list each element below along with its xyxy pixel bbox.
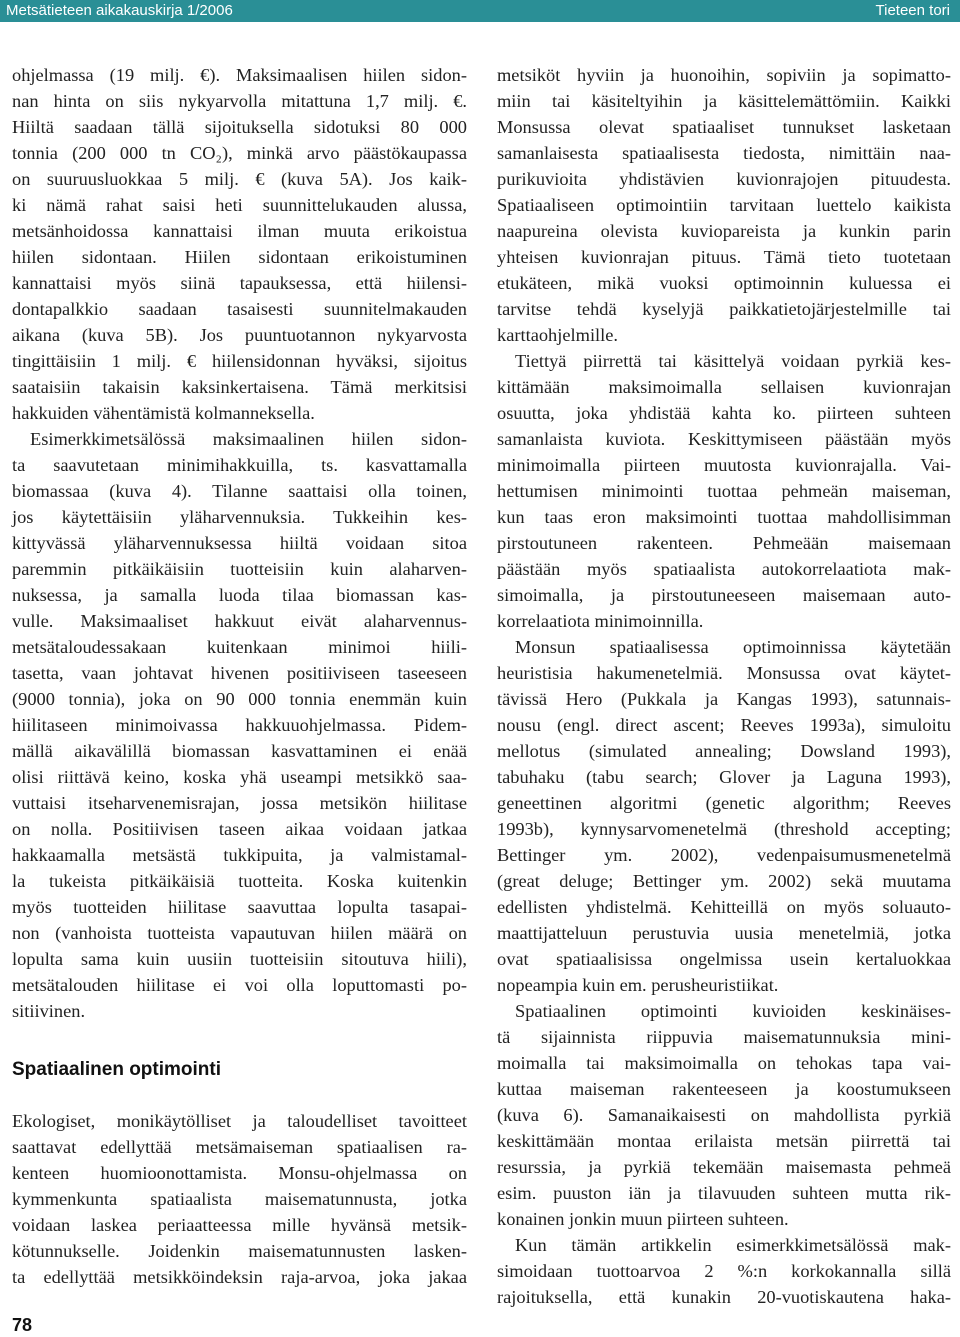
text-line: kun taas eron maksimointi tuottaa mahdollisimman xyxy=(497,507,951,527)
text-line: mällä aikavälillä biomassan kasvattaminen ei enää xyxy=(12,741,467,761)
text-line: nousu (engl. direct ascent; Reeves 1993a), simuloitu xyxy=(497,715,951,735)
text-line: ovat spatiaalisissa ongelmissa usein kertaluokkaa xyxy=(497,949,951,969)
text-line: Monsun spatiaalisessa optimoinnissa käytetään xyxy=(515,637,951,657)
text-line: Kun tämän artikkelin esimerkkimetsälössä mak- xyxy=(515,1235,951,1255)
text-line: on suuruusluokkaa 5 milj. € (kuva 5A). Jos kaik- xyxy=(12,169,467,189)
text-line: paremmin pitkäikäisiin tuotteisiin kuin alaharven- xyxy=(12,559,467,579)
text-line: metsänhoidossa kannattaisi ilman muuta erikoistua xyxy=(12,221,467,241)
text-line: metsätaloudessakaan kuitenkaan minimoi hiili- xyxy=(12,637,467,657)
text-line: vulle. Maksimaaliset hakkuut eivät alaharvennus- xyxy=(12,611,467,631)
text-line: minimoimalla piirteen muutosta kuvionrajalla. Vai- xyxy=(497,455,951,475)
text-line: Spatiaaliseen optimointiin tarvitaan luettelo kaikista xyxy=(497,195,951,215)
text-line: kittyvässä yläharvennuksessa hiiltä voidaan sitoa xyxy=(12,533,467,553)
text-line: dontapalkkio saadaan tasaisesti suunnitelmakauden xyxy=(12,299,467,319)
text-line: miin tai käsiteltyihin ja käsittelemättömiin. Kaikki xyxy=(497,91,951,111)
text-line: Monsussa olevat spatiaaliset tunnukset lasketaan xyxy=(497,117,951,137)
text-line: tonnia (200 000 tn CO₂), minkä arvo päästökaupassa xyxy=(12,143,467,163)
text-line: konainen jonkin muun piirteen suhteen. xyxy=(497,1209,789,1229)
text-line: voidaan laskea periaatteessa mille hyvänsä metsik- xyxy=(12,1215,467,1235)
text-line: purikuvioita yhdistävien kuvionrajojen pituudesta. xyxy=(497,169,951,189)
text-line: keskittämään montaa erilaista metsän piirrettä tai xyxy=(497,1131,951,1151)
text-line: vuttaisi itseharvenemisrajan, jossa metsikön hiilitase xyxy=(12,793,467,813)
text-line: tabuhaku (tabu search; Glover ja Laguna 1993), xyxy=(497,767,951,787)
text-line: geneettinen algoritmi (genetic algorithm; Reeves xyxy=(497,793,951,813)
text-line: osuutta, joka yhdistää kahta ko. piirteen suhteen xyxy=(497,403,951,423)
text-line: ohjelmassa (19 milj. €). Maksimaalisen hiilen sidon- xyxy=(12,65,467,85)
left-column-body xyxy=(12,62,467,1024)
text-line: hiilen sidontaan. Hiilen sidontaan erikoistuminen xyxy=(12,247,467,267)
text-line: tarvitse tehdä kyselyjä paikkatietojärjestelmille tai xyxy=(497,299,951,319)
text-line: edellisten yhdistelmä. Kehitteillä on myös soluauto- xyxy=(497,897,951,917)
text-line: (great deluge; Bettinger ym. 2002) sekä muutama xyxy=(497,871,951,891)
text-line: tä sijainnista riippuvia maisematunnuksia mini- xyxy=(497,1027,951,1047)
text-line: etukäteen, mikä vuoksi optimoinnin kuluessa ei xyxy=(497,273,951,293)
text-line: metsätalouden hiilitase ei voi olla loputtomasti po- xyxy=(12,975,467,995)
text-line: hakkaamalla metsästä tukkipuita, ja valmistamal- xyxy=(12,845,467,865)
text-line: Tiettyä piirrettä tai käsittelyä voidaan pyrkiä kes- xyxy=(515,351,951,371)
text-line: kannattaisi myös siinä tapauksessa, että hiilensi- xyxy=(12,273,467,293)
text-line: aikana (kuva 5B). Jos puuntuotannon nykyarvosta xyxy=(12,325,467,345)
text-line: maattijatteluun perustuvia uusia menetelmiä, jotka xyxy=(497,923,951,943)
text-line: (9000 tonnia), joka on 90 000 tonnia enemmän kuin xyxy=(12,689,467,709)
journal-title: Metsätieteen aikakauskirja 1/2006 xyxy=(6,2,233,19)
text-line: lopulta sama kuin uusiin tuotteisiin sitoutuva hiili), xyxy=(12,949,467,969)
text-line: non (vanhoista tuotteista vapautuvan hiilen määrä on xyxy=(12,923,467,943)
text-line: Hiiltä saadaan tällä sijoituksella sidotuksi 80 000 xyxy=(12,117,467,137)
text-line: simoidaan tuottoarvoa 2 %:n korkokannalla sillä xyxy=(497,1261,951,1281)
text-line: moimalla tai maksimoimalla on tehokas tapa vai- xyxy=(497,1053,951,1073)
text-line: metsiköt hyviin ja huonoihin, sopiviin ja sopimatto- xyxy=(497,65,951,85)
text-line: hakkuiden vähentämistä kolmanneksella. xyxy=(12,403,315,423)
text-line: nan hinta on siis nykyarvolla mitattuna 1,7 milj. €. xyxy=(12,91,467,111)
text-line: biomassaa (kuva 4). Tilanne saattaisi olla toinen, xyxy=(12,481,467,501)
text-line: esim. puuston iän ja tilavuuden suhteen mutta rik- xyxy=(497,1183,951,1203)
text-line: päästään myös spatiaalista autokorrelaatiota mak- xyxy=(497,559,951,579)
text-line: hettumisen minimointi tuottaa pehmeän maiseman, xyxy=(497,481,951,501)
text-line: on nolla. Positiivisen taseen aikaa voidaan jatkaa xyxy=(12,819,467,839)
text-line: ki nämä rahat saisi heti suunnittelukauden alussa, xyxy=(12,195,467,215)
text-line: resurssia, ja pyrkiä tekemään maisemasta pehmeä xyxy=(497,1157,951,1177)
text-line: jos käytettäisiin yläharvennuksia. Tukkeihin kes- xyxy=(12,507,467,527)
text-line: Bettinger ym. 2002), vedenpaisumusmenetelmä xyxy=(497,845,951,865)
text-line: korrelaatiota minimoinnilla. xyxy=(497,611,704,631)
text-line: kymmenkunta spatiaalista maisematunnusta, jotka xyxy=(12,1189,467,1209)
page-number: 78 xyxy=(12,1315,33,1335)
running-header xyxy=(0,0,960,22)
text-line: sitiivinen. xyxy=(12,1001,86,1021)
right-column-body xyxy=(497,62,951,1310)
text-line: olisi riittävä keino, koska yhä useampi metsikkö saa- xyxy=(12,767,467,787)
text-line: hiilitaseen minimoivassa hakkuuohjelmassa. Pidem- xyxy=(12,715,467,735)
text-line: simoimalla, ja pirstoutuneeseen maisemaan auto- xyxy=(497,585,951,605)
text-line: nuksessa, ja samalla luoda tilaa biomassan kas- xyxy=(12,585,467,605)
text-line: ta edellyttää metsikköindeksin raja-arvoa, joka jakaa xyxy=(12,1267,467,1287)
text-line: samanlaisesta spatiaalisesta tiedosta, nimittäin naa- xyxy=(497,143,951,163)
text-line: saataisiin takaisin kaksinkertaisena. Tämä merkitsisi xyxy=(12,377,467,397)
text-line: pirstoutuneen rakenteen. Pehmeään maisemaan xyxy=(497,533,951,553)
text-line: mellotus (simulated annealing; Dowsland 1993), xyxy=(497,741,951,761)
text-line: kenteen huomioonottamista. Monsu-ohjelmassa on xyxy=(12,1163,467,1183)
text-line: Esimerkkimetsälössä maksimaalinen hiilen sidon- xyxy=(30,429,467,449)
section-title: Tieteen tori xyxy=(875,2,950,19)
text-line: rajoituksella, että kunakin 20-vuotiskautena haka- xyxy=(497,1287,951,1307)
text-line: (kuva 6). Samanaikaisesti on mahdollista pyrkiä xyxy=(497,1105,951,1125)
text-line: naapureina olevista kuvioparеista ja kunkin parin xyxy=(497,221,951,241)
text-line: Spatiaalinen optimointi kuvioiden keskinäises- xyxy=(515,1001,951,1021)
text-line: yhteisen kuvionrajan pituus. Tämä tieto tuotetaan xyxy=(497,247,951,267)
text-line: 1993b), kynnysarvomenetelmä (threshold accepting; xyxy=(497,819,951,839)
text-line: kuttaa maiseman rakenteeseen ja koostumukseen xyxy=(497,1079,951,1099)
left-column-section-body xyxy=(12,1108,467,1290)
text-line: ta saavutetaan minimihakkuilla, ts. kasvattamalla xyxy=(12,455,467,475)
text-line: kittämään maksimoimalla sellaisen kuvionrajan xyxy=(497,377,951,397)
text-line: kötunnukselle. Joidenkin maisematunnusten lasken- xyxy=(12,1241,467,1261)
text-line: nopeampia kuin em. perusheuristiikat. xyxy=(497,975,779,995)
text-line: heuristisia hakumenetelmiä. Monsussa ovat käytet- xyxy=(497,663,951,683)
text-line: saattavat edellyttää metsämaiseman spatiaalisen ra- xyxy=(12,1137,467,1157)
text-line: tingittäisiin 1 milj. € hiilensidonnan hyväksi, sijoitus xyxy=(12,351,467,371)
text-line: tasetta, vaan johtavat hivenen positiiviseen taseeseen xyxy=(12,663,467,683)
text-line: myös tuotteiden hiilitase saavuttaa lopulta tasapai- xyxy=(12,897,467,917)
text-line: karttaohjelmille. xyxy=(497,325,619,345)
text-line: la tukeista pitkäikäisiä tuotteita. Koska kuitenkin xyxy=(12,871,467,891)
section-heading: Spatiaalinen optimointi xyxy=(12,1059,222,1080)
text-line: tävissä Hero (Pukkala ja Kangas 1993), satunnais- xyxy=(497,689,951,709)
text-line: Ekologiset, monikäytölliset ja taloudelliset tavoitteet xyxy=(12,1111,467,1131)
text-line: samanlaista kuviota. Keskittymiseen päästään myös xyxy=(497,429,951,449)
